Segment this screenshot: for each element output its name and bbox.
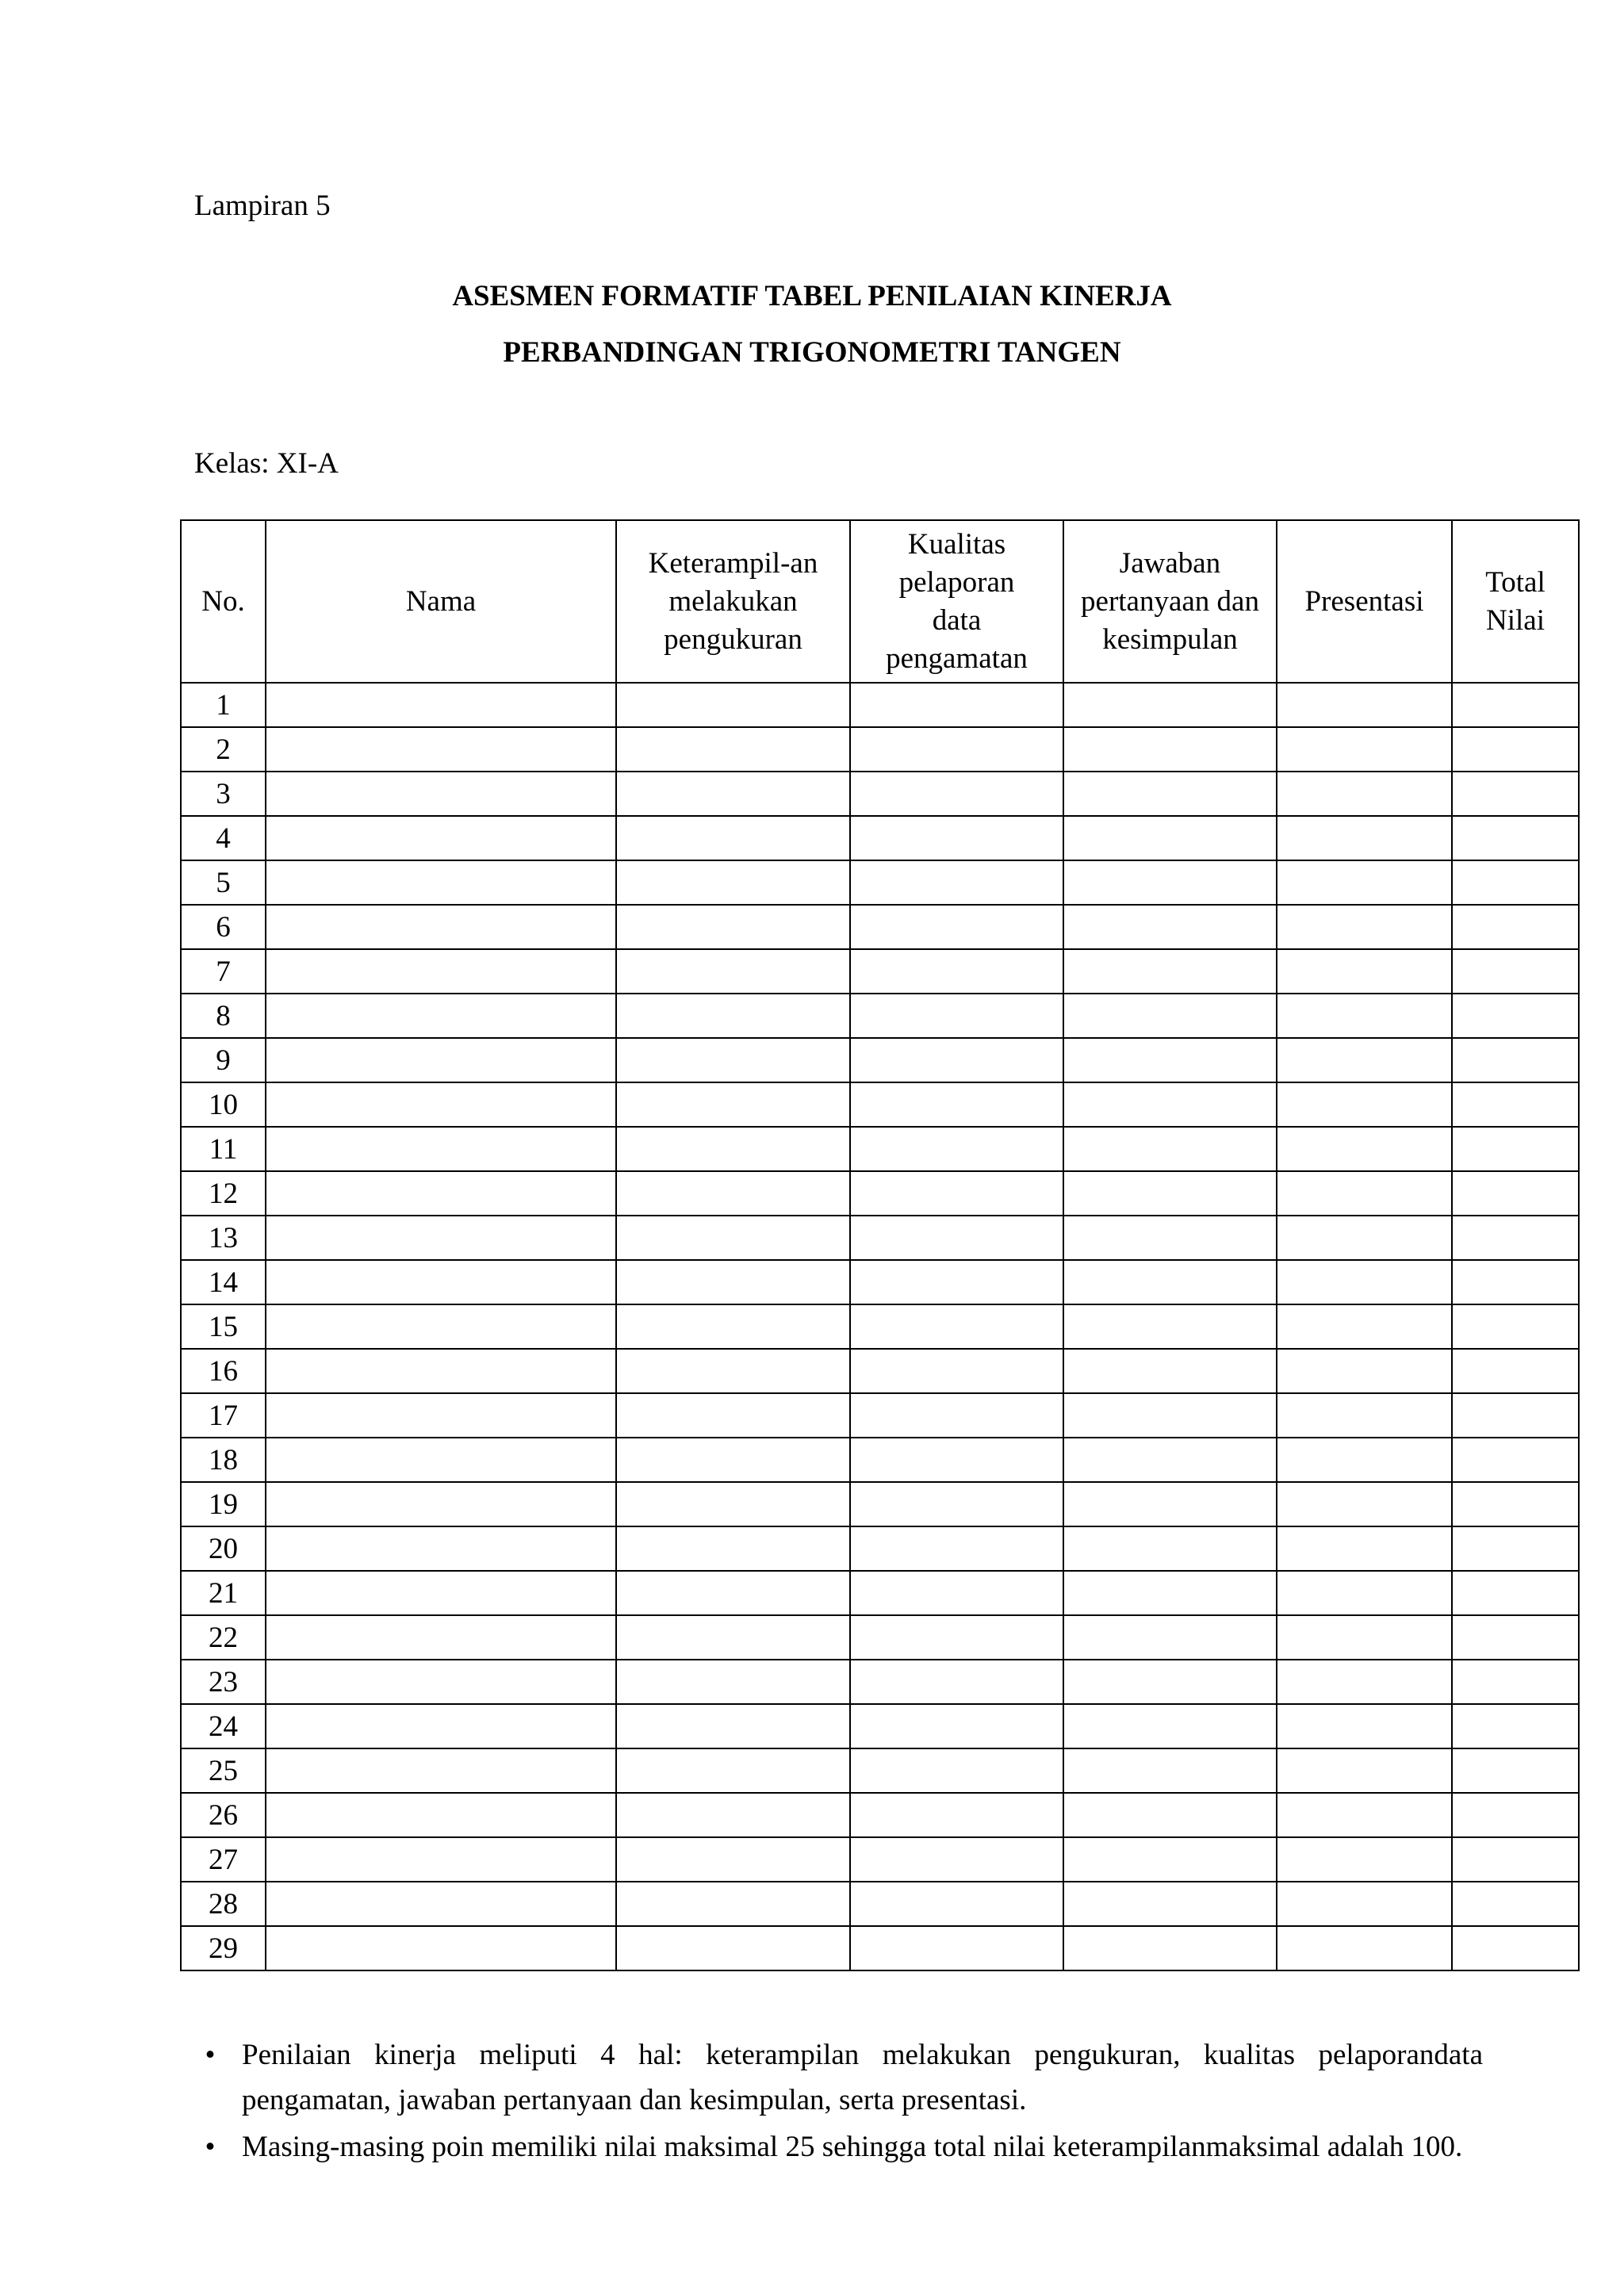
table-body: [181, 683, 1579, 1970]
empty-cell: [1452, 905, 1579, 949]
empty-cell: [850, 1216, 1063, 1260]
table-row: [181, 1526, 1579, 1571]
row-number: 1: [181, 683, 266, 727]
empty-cell: [616, 1393, 850, 1438]
row-number: 29: [181, 1926, 266, 1970]
empty-cell: [616, 1660, 850, 1704]
empty-cell: [1452, 816, 1579, 860]
empty-cell: [1063, 994, 1277, 1038]
empty-cell: [1063, 1926, 1277, 1970]
empty-cell: [1063, 1526, 1277, 1571]
empty-cell: [1452, 1660, 1579, 1704]
empty-cell: [1063, 1704, 1277, 1748]
empty-cell: [850, 994, 1063, 1038]
empty-cell: [266, 1837, 616, 1882]
table-row: [181, 683, 1579, 727]
empty-cell: [1452, 772, 1579, 816]
empty-cell: [1277, 1038, 1452, 1082]
row-number: 3: [181, 772, 266, 816]
empty-cell: [1452, 1127, 1579, 1171]
table-row: [181, 1615, 1579, 1660]
class-label: Kelas: XI-A: [194, 447, 339, 480]
empty-cell: [850, 1660, 1063, 1704]
row-number: 13: [181, 1216, 266, 1260]
header-kualitas: Kualitas pelaporan data pengamatan: [850, 520, 1063, 683]
empty-cell: [850, 727, 1063, 772]
empty-cell: [1452, 1615, 1579, 1660]
empty-cell: [1452, 727, 1579, 772]
empty-cell: [1063, 1082, 1277, 1127]
empty-cell: [616, 1837, 850, 1882]
empty-cell: [266, 1704, 616, 1748]
empty-cell: [616, 949, 850, 994]
empty-cell: [1063, 949, 1277, 994]
list-item: [194, 2124, 1483, 2170]
empty-cell: [616, 1127, 850, 1171]
empty-cell: [266, 860, 616, 905]
empty-cell: [616, 860, 850, 905]
empty-cell: [616, 1482, 850, 1526]
empty-cell: [1277, 1526, 1452, 1571]
row-number: 28: [181, 1882, 266, 1926]
empty-cell: [1063, 1038, 1277, 1082]
empty-cell: [850, 1304, 1063, 1349]
empty-cell: [616, 1082, 850, 1127]
empty-cell: [616, 1349, 850, 1393]
empty-cell: [1063, 683, 1277, 727]
header-nama: Nama: [266, 520, 616, 683]
table-row: [181, 1349, 1579, 1393]
assessment-table: [180, 519, 1580, 1971]
empty-cell: [1277, 1748, 1452, 1793]
empty-cell: [1277, 1882, 1452, 1926]
empty-cell: [1277, 683, 1452, 727]
empty-cell: [1277, 1304, 1452, 1349]
empty-cell: [1452, 1571, 1579, 1615]
empty-cell: [850, 1171, 1063, 1216]
empty-cell: [266, 1216, 616, 1260]
empty-cell: [1452, 1260, 1579, 1304]
empty-cell: [266, 994, 616, 1038]
empty-cell: [266, 1393, 616, 1438]
empty-cell: [1452, 1393, 1579, 1438]
empty-cell: [1277, 1393, 1452, 1438]
empty-cell: [1063, 1615, 1277, 1660]
empty-cell: [1063, 1837, 1277, 1882]
empty-cell: [266, 1127, 616, 1171]
empty-cell: [616, 1704, 850, 1748]
table-row: [181, 1082, 1579, 1127]
empty-cell: [1063, 860, 1277, 905]
table-row: [181, 994, 1579, 1038]
empty-cell: [266, 772, 616, 816]
empty-cell: [850, 905, 1063, 949]
empty-cell: [850, 1260, 1063, 1304]
empty-cell: [1452, 1038, 1579, 1082]
table-row: [181, 727, 1579, 772]
table-row: [181, 1438, 1579, 1482]
row-number: 24: [181, 1704, 266, 1748]
table-header-row: [181, 520, 1579, 683]
empty-cell: [1277, 772, 1452, 816]
empty-cell: [616, 1438, 850, 1482]
empty-cell: [1452, 860, 1579, 905]
header-presentasi: Presentasi: [1277, 520, 1452, 683]
table-row: [181, 1704, 1579, 1748]
empty-cell: [1277, 1660, 1452, 1704]
empty-cell: [1452, 1793, 1579, 1837]
bullet-dot-icon: •: [205, 2039, 216, 2071]
empty-cell: [266, 1660, 616, 1704]
empty-cell: [850, 1438, 1063, 1482]
row-number: 22: [181, 1615, 266, 1660]
empty-cell: [850, 1038, 1063, 1082]
empty-cell: [266, 1793, 616, 1837]
empty-cell: [266, 1615, 616, 1660]
empty-cell: [850, 1571, 1063, 1615]
row-number: 10: [181, 1082, 266, 1127]
empty-cell: [1452, 1349, 1579, 1393]
empty-cell: [1063, 1438, 1277, 1482]
empty-cell: [266, 1571, 616, 1615]
row-number: 4: [181, 816, 266, 860]
table-row: [181, 1837, 1579, 1882]
empty-cell: [1277, 994, 1452, 1038]
table-row: [181, 816, 1579, 860]
empty-cell: [616, 727, 850, 772]
table-row: [181, 1393, 1579, 1438]
empty-cell: [1277, 1349, 1452, 1393]
header-jawaban: Jawaban pertanyaan dan kesimpulan: [1063, 520, 1277, 683]
empty-cell: [1277, 1482, 1452, 1526]
empty-cell: [1277, 1171, 1452, 1216]
empty-cell: [616, 1882, 850, 1926]
empty-cell: [1277, 1615, 1452, 1660]
empty-cell: [1277, 905, 1452, 949]
empty-cell: [850, 1704, 1063, 1748]
document-title-line-1: ASESMEN FORMATIF TABEL PENILAIAN KINERJA: [452, 280, 1172, 312]
empty-cell: [1063, 1748, 1277, 1793]
empty-cell: [850, 1127, 1063, 1171]
empty-cell: [1277, 1793, 1452, 1837]
note-text-1: Penilaian kinerja meliputi 4 hal: keterampilan melakukan pengukuran, kualitas pelaporandata pengamatan, jawaban pertanyaan dan kesimpulan, serta presentasi.: [242, 2039, 1483, 2116]
list-item: [194, 2032, 1483, 2123]
empty-cell: [1063, 1660, 1277, 1704]
empty-cell: [1452, 1748, 1579, 1793]
empty-cell: [616, 1793, 850, 1837]
empty-cell: [1452, 1171, 1579, 1216]
empty-cell: [1277, 1571, 1452, 1615]
empty-cell: [1063, 816, 1277, 860]
empty-cell: [616, 1615, 850, 1660]
empty-cell: [266, 1171, 616, 1216]
table-row: [181, 1571, 1579, 1615]
empty-cell: [1452, 1882, 1579, 1926]
row-number: 2: [181, 727, 266, 772]
empty-cell: [1063, 1882, 1277, 1926]
empty-cell: [1277, 949, 1452, 994]
empty-cell: [616, 1571, 850, 1615]
table-row: [181, 1926, 1579, 1970]
empty-cell: [1452, 949, 1579, 994]
empty-cell: [1277, 1082, 1452, 1127]
row-number: 9: [181, 1038, 266, 1082]
empty-cell: [850, 1882, 1063, 1926]
empty-cell: [1063, 1393, 1277, 1438]
empty-cell: [850, 1082, 1063, 1127]
empty-cell: [1452, 1082, 1579, 1127]
empty-cell: [616, 1038, 850, 1082]
table-row: [181, 1748, 1579, 1793]
empty-cell: [1452, 1837, 1579, 1882]
empty-cell: [1063, 1216, 1277, 1260]
empty-cell: [616, 1171, 850, 1216]
empty-cell: [1277, 816, 1452, 860]
row-number: 17: [181, 1393, 266, 1438]
row-number: 8: [181, 994, 266, 1038]
empty-cell: [850, 1615, 1063, 1660]
table-row: [181, 772, 1579, 816]
document-title-line-2: PERBANDINGAN TRIGONOMETRI TANGEN: [503, 336, 1121, 369]
empty-cell: [1277, 860, 1452, 905]
row-number: 16: [181, 1349, 266, 1393]
empty-cell: [850, 1926, 1063, 1970]
row-number: 6: [181, 905, 266, 949]
empty-cell: [1063, 1793, 1277, 1837]
empty-cell: [1277, 1704, 1452, 1748]
empty-cell: [1063, 1482, 1277, 1526]
empty-cell: [850, 860, 1063, 905]
row-number: 27: [181, 1837, 266, 1882]
empty-cell: [266, 1082, 616, 1127]
table-row: [181, 1127, 1579, 1171]
empty-cell: [1452, 994, 1579, 1038]
empty-cell: [1063, 1171, 1277, 1216]
row-number: 21: [181, 1571, 266, 1615]
empty-cell: [850, 772, 1063, 816]
row-number: 26: [181, 1793, 266, 1837]
empty-cell: [1063, 905, 1277, 949]
empty-cell: [1063, 1260, 1277, 1304]
empty-cell: [616, 816, 850, 860]
empty-cell: [1063, 1349, 1277, 1393]
empty-cell: [266, 727, 616, 772]
empty-cell: [1277, 1837, 1452, 1882]
empty-cell: [850, 683, 1063, 727]
empty-cell: [850, 1393, 1063, 1438]
empty-cell: [1063, 1304, 1277, 1349]
table-row: [181, 1882, 1579, 1926]
empty-cell: [1452, 1216, 1579, 1260]
table-row: [181, 1216, 1579, 1260]
table-row: [181, 1260, 1579, 1304]
row-number: 5: [181, 860, 266, 905]
empty-cell: [850, 1793, 1063, 1837]
empty-cell: [850, 1837, 1063, 1882]
empty-cell: [616, 1748, 850, 1793]
table-row: [181, 1793, 1579, 1837]
empty-cell: [616, 1304, 850, 1349]
empty-cell: [850, 1349, 1063, 1393]
empty-cell: [266, 816, 616, 860]
empty-cell: [616, 1260, 850, 1304]
empty-cell: [266, 1260, 616, 1304]
empty-cell: [266, 1349, 616, 1393]
empty-cell: [1277, 1438, 1452, 1482]
header-no: No.: [181, 520, 266, 683]
table-row: [181, 1038, 1579, 1082]
empty-cell: [1452, 1526, 1579, 1571]
empty-cell: [1452, 1926, 1579, 1970]
row-number: 19: [181, 1482, 266, 1526]
empty-cell: [266, 683, 616, 727]
row-number: 25: [181, 1748, 266, 1793]
empty-cell: [266, 1526, 616, 1571]
row-number: 18: [181, 1438, 266, 1482]
row-number: 23: [181, 1660, 266, 1704]
empty-cell: [266, 905, 616, 949]
empty-cell: [616, 905, 850, 949]
empty-cell: [850, 1526, 1063, 1571]
empty-cell: [266, 1304, 616, 1349]
empty-cell: [1063, 772, 1277, 816]
empty-cell: [1277, 1926, 1452, 1970]
table-row: [181, 1482, 1579, 1526]
table-row: [181, 905, 1579, 949]
empty-cell: [850, 1748, 1063, 1793]
empty-cell: [1063, 1127, 1277, 1171]
table-row: [181, 949, 1579, 994]
empty-cell: [266, 1748, 616, 1793]
row-number: 15: [181, 1304, 266, 1349]
empty-cell: [266, 1882, 616, 1926]
empty-cell: [1063, 1571, 1277, 1615]
row-number: 12: [181, 1171, 266, 1216]
empty-cell: [616, 683, 850, 727]
table-row: [181, 1304, 1579, 1349]
empty-cell: [850, 816, 1063, 860]
empty-cell: [1452, 1704, 1579, 1748]
row-number: 7: [181, 949, 266, 994]
table-row: [181, 860, 1579, 905]
row-number: 11: [181, 1127, 266, 1171]
empty-cell: [850, 1482, 1063, 1526]
row-number: 14: [181, 1260, 266, 1304]
empty-cell: [616, 1526, 850, 1571]
attachment-label: Lampiran 5: [194, 190, 331, 222]
empty-cell: [616, 772, 850, 816]
empty-cell: [266, 1926, 616, 1970]
empty-cell: [1277, 1260, 1452, 1304]
empty-cell: [1452, 1482, 1579, 1526]
table-row: [181, 1660, 1579, 1704]
empty-cell: [1452, 1438, 1579, 1482]
empty-cell: [850, 949, 1063, 994]
empty-cell: [616, 1216, 850, 1260]
empty-cell: [1452, 683, 1579, 727]
header-total-nilai: Total Nilai: [1452, 520, 1579, 683]
empty-cell: [1063, 727, 1277, 772]
empty-cell: [1277, 1127, 1452, 1171]
empty-cell: [1277, 1216, 1452, 1260]
header-keterampilan: Keterampil-an melakukan pengukuran: [616, 520, 850, 683]
empty-cell: [1277, 727, 1452, 772]
bullet-dot-icon: •: [205, 2131, 216, 2163]
notes-list: [194, 2032, 1483, 2171]
table-row: [181, 1171, 1579, 1216]
empty-cell: [266, 1038, 616, 1082]
empty-cell: [266, 1438, 616, 1482]
note-text-2: Masing-masing poin memiliki nilai maksimal 25 sehingga total nilai keterampilanmaksimal adalah 100.: [242, 2131, 1463, 2163]
empty-cell: [616, 994, 850, 1038]
empty-cell: [266, 949, 616, 994]
empty-cell: [266, 1482, 616, 1526]
empty-cell: [1452, 1304, 1579, 1349]
empty-cell: [616, 1926, 850, 1970]
row-number: 20: [181, 1526, 266, 1571]
